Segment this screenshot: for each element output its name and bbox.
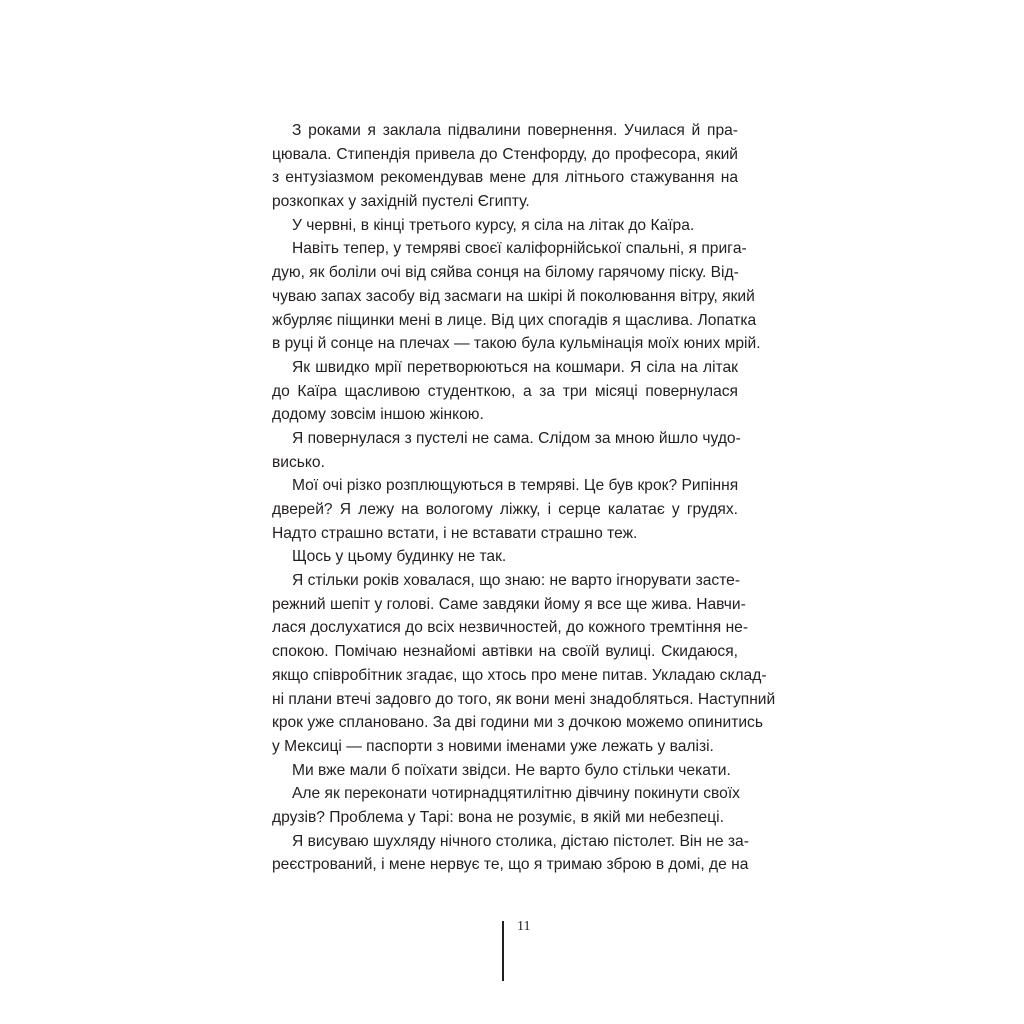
text-line: режний шепіт у голові. Саме завдяки йому я все ще жива. Навчи- [272,595,746,613]
text-line: З роками я заклала підвалини повернення. Училася й пра- [292,122,738,139]
text-line: чуваю запах засобу від засмаги на шкірі й поколювання вітру, який [272,287,755,305]
text-line: Я стільки років ховалася, що знаю: не варто ігнорувати засте- [292,572,741,590]
text-line: ні плани втечі задовго до того, як вони мені знадобляться. Наступний [272,690,776,708]
text-line: Я висуваю шухляду нічного столика, дістаю пістолет. Він не за- [292,832,749,850]
page-number: 11 [517,919,531,934]
text-line: Навіть тепер, у темряві своєї каліфорнійської спальні, я пригa- [292,240,747,258]
text-line: реєстрований, і мене нервує те, що я тримаю зброю в домі, де на [272,856,749,874]
text-line: додому зовсім іншою жінкою. [272,406,484,424]
text-line: Ми вже мали б поїхати звідси. Не варто було стільки чекати. [292,761,731,779]
text-line: У червні, в кінці третього курсу, я сіла на літак до Каїра. [292,216,695,234]
text-line: Щось у цьому будинку не так. [292,548,507,566]
text-line: дую, як боліли очі від сяйва сонця на білому гарячому піску. Від- [272,264,739,282]
text-line: жбурляє піщинки мені в лице. Від цих спогадів я щаслива. Лопатка [272,311,757,329]
text-line: цювала. Стипендія привела до Стенфорду, до професора, який [272,145,738,163]
text-line: Надто страшно встати, і не вставати страшно теж. [272,524,638,542]
text-line: дверей? Я лежу на вологому ліжку, і серце калатає у грудях. [272,501,738,518]
text-line: з ентузіазмом рекомендував мене для літнього стажування на [272,169,738,187]
text-line: спокою. Помічаю незнайомі автівки на своїй вулиці. Скидаюся, [272,643,738,661]
text-line: Як швидко мрії перетворюються на кошмари. Я сіла на літак [292,358,738,376]
text-line: Я повернулася з пустелі не сама. Слідом за мною йшло чудо- [292,429,741,447]
body-text [272,119,776,877]
text-line: Але як переконати чотирнадцятилітню дівчину покинути своїх [292,785,740,803]
text-line: крок уже сплановано. За дві години ми з дочкою можемо опинитись [272,714,763,732]
text-line: висько. [272,453,325,471]
text-line: Мої очі різко розплющуються в темряві. Це був крок? Рипіння [292,477,739,495]
text-line: якщо співробітник згадає, що хтось про мене питав. Укладаю склад- [272,666,767,684]
folio-rule [502,921,504,981]
text-line: у Мексиці — паспорти з новими іменами уже лежать у валізі. [272,737,714,755]
text-line: до Каїра щасливою студенткою, а за три місяці повернулася [272,382,738,400]
text-line: розкопках у західній пустелі Єгипту. [272,193,530,211]
text-line: друзів? Проблема у Тарі: вона не розуміє, в якій ми небезпеці. [272,808,724,826]
text-line: в руці й сонце на плечах — такою була кульмінація моїх юних мрій. [272,335,761,353]
text-line: лася дослухатися до всіх незвичностей, до кожного тремтіння не- [272,619,749,637]
